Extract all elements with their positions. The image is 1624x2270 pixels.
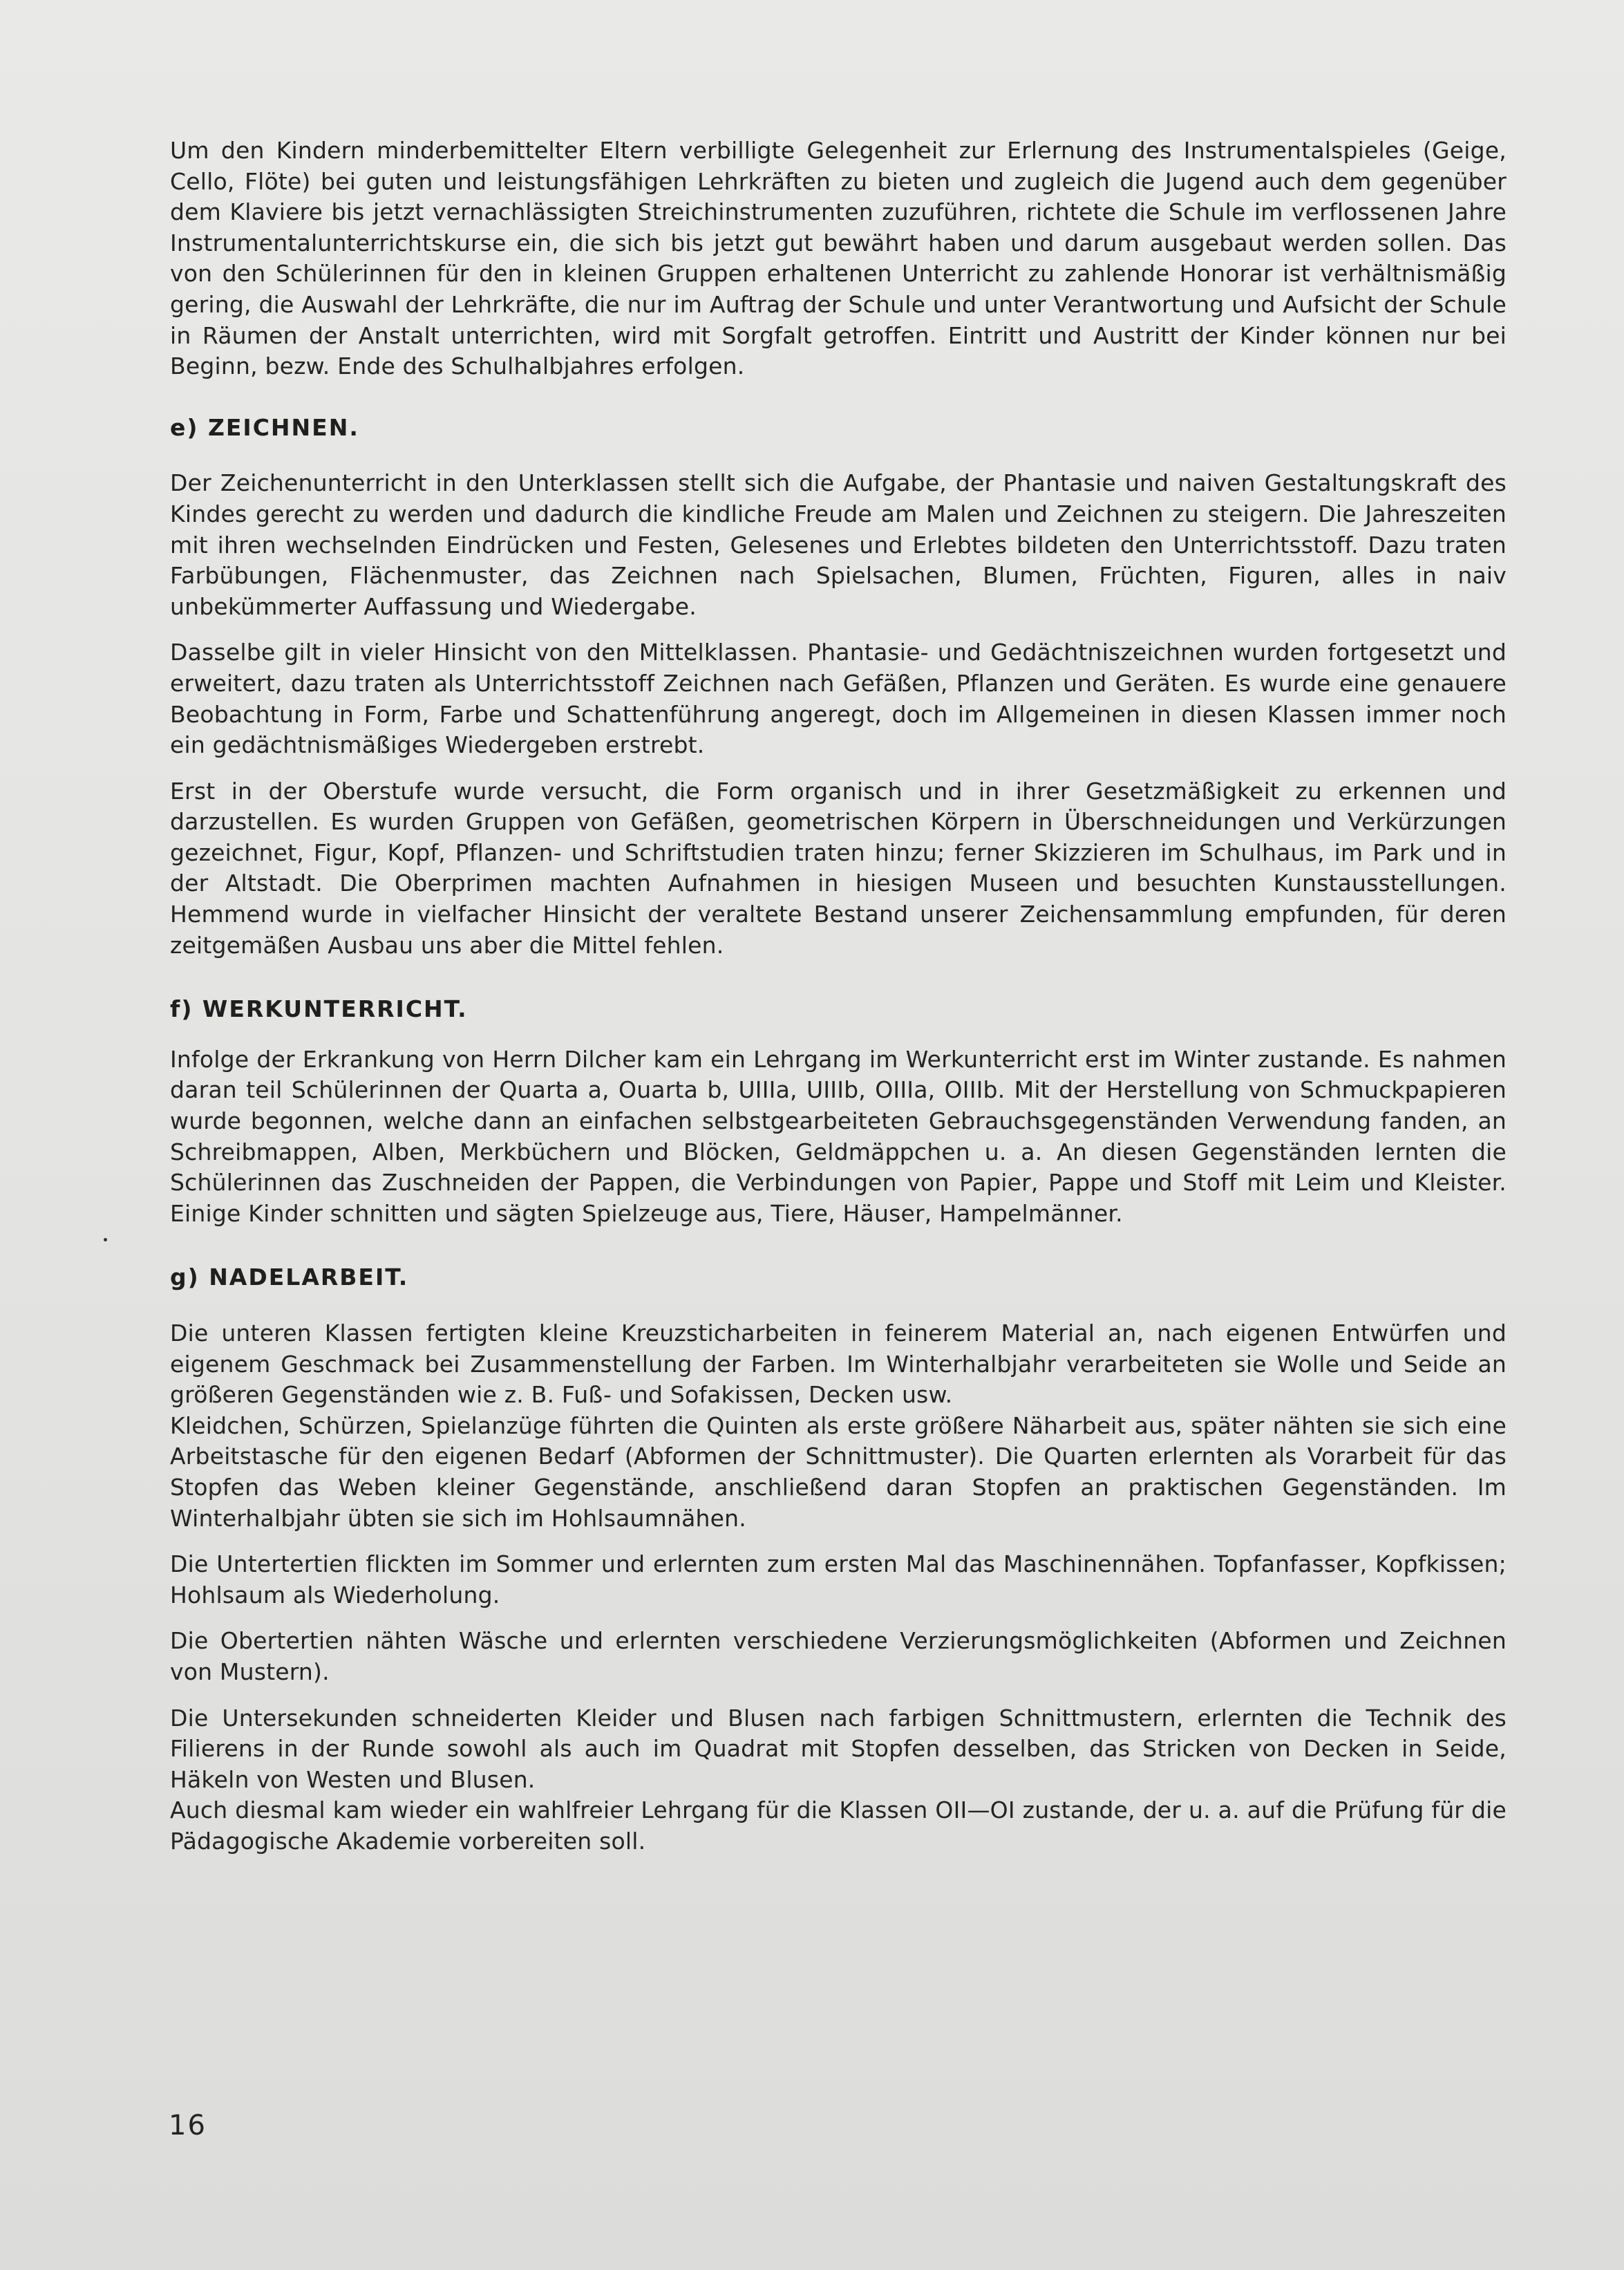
section-e-paragraph-3: Erst in der Oberstufe wurde versucht, die Form organisch und in ihrer Gesetzmäßigkeit zu erkennen und darzustellen. Es wurden Gruppen von Gefäßen, geometrischen Körpern in Überschneidungen und Verkürzungen gezeichnet, Figur, Kopf, Pflanzen- und Schriftstudien traten hinzu; ferner Skizzieren im Schulhaus, im Park und in der Altstadt. Die Oberprimen machten Aufnahmen in hiesigen Museen und besuchten Kunstausstellungen. Hemmend wurde in vielfacher Hinsicht der veraltete Bestand unserer Zeichensammlung empfunden, für deren zeitgemäßen Ausbau uns aber die Mittel fehlen. <box>170 777 1507 959</box>
page-body <box>170 135 1507 1873</box>
section-g-paragraph-2: Kleidchen, Schürzen, Spielanzüge führten die Quinten als erste größere Näharbeit aus, später nähten sie sich eine Arbeitstasche für den eigenen Bedarf (Abformen der Schnittmuster). Die Quarten erlernten als Vorarbeit für das Stopfen das Weben kleiner Gegenstände, anschließend daran Stopfen an praktischen Gegenständen. Im Winterhalbjahr übten sie sich im Hohlsaumnähen. <box>170 1411 1507 1532</box>
page-number: 16 <box>169 2110 207 2141</box>
section-g-heading: g) NADELARBEIT. <box>170 1264 409 1291</box>
section-g-paragraph-6: Auch diesmal kam wieder ein wahlfreier Lehrgang für die Klassen OII—OI zustande, der u. a. auf die Prüfung für die Pädagogische Akademie vorbereiten soll. <box>170 1797 1507 1855</box>
section-e-paragraph-2: Dasselbe gilt in vieler Hinsicht von den Mittelklassen. Phantasie- und Gedächtniszeichnen wurden fortgesetzt und erweitert, dazu traten als Unterrichtsstoff Zeichnen nach Gefäßen, Pflanzen und Geräten. Es wurde eine genauere Beobachtung in Form, Farbe und Schattenführung angeregt, doch im Allgemeinen in diesen Klassen immer noch ein gedächtnismäßiges Wiedergeben erstrebt. <box>170 639 1507 759</box>
intro-paragraph: Um den Kindern minderbemittelter Eltern verbilligte Gelegenheit zur Erlernung des Instrumentalspieles (Geige, Cello, Flöte) bei guten und leistungsfähigen Lehrkräften zu bieten und zugleich die Jugend auch dem gegenüber dem Klaviere bis jetzt vernachlässigten Streichinstrumenten zuzuführen, richtete die Schule im verflossenen Jahre Instrumentalunterrichtskurse ein, die sich bis jetzt gut bewährt haben und darum ausgebaut werden sollen. Das von den Schülerinnen für den in kleinen Gruppen erhaltenen Unterricht zu zahlende Honorar ist verhältnismäßig gering, die Auswahl der Lehrkräfte, die nur im Auftrag der Schule und unter Verantwortung und Aufsicht der Schule in Räumen der Anstalt unterrichten, wird mit Sorgfalt getroffen. Eintritt und Austritt der Kinder können nur bei Beginn, bezw. Ende des Schulhalbjahres erfolgen. <box>170 137 1507 380</box>
section-e-paragraph-1: Der Zeichenunterricht in den Unterklassen stellt sich die Aufgabe, der Phantasie und naiven Gestaltungskraft des Kindes gerecht zu werden und dadurch die kindliche Freude am Malen und Zeichnen zu steigern. Die Jahreszeiten mit ihren wechselnden Eindrücken und Festen, Gelesenes und Erlebtes bildeten den Unterrichtsstoff. Dazu traten Farbübungen, Flächenmuster, das Zeichnen nach Spielsachen, Blumen, Früchten, Figuren, alles in naiv unbekümmerter Auffassung und Wiedergabe. <box>170 469 1507 620</box>
section-g-paragraph-5: Die Untersekunden schneiderten Kleider und Blusen nach farbigen Schnittmustern, erlernten die Technik des Filierens in der Runde sowohl als auch im Quadrat mit Stopfen desselben, das Stricken von Decken in Seide, Häkeln von Westen und Blusen. <box>170 1704 1507 1793</box>
section-f-paragraph-1: Infolge der Erkrankung von Herrn Dilcher kam ein Lehrgang im Werkunterricht erst im Winter zustande. Es nahmen daran teil Schülerinnen der Quarta a, Ouarta b, UIIIa, UIIIb, OIIIa, OIIIb. Mit der Herstellung von Schmuckpapieren wurde begonnen, welche dann an einfachen selbstgearbeiteten Gebrauchsgegenständen Verwendung fanden, an Schreibmappen, Alben, Merkbüchern und Blöcken, Geldmäppchen u. a. An diesen Gegenständen lernten die Schülerinnen das Zuschneiden der Pappen, die Verbindungen von Papier, Pappe und Stoff mit Leim und Kleister. Einige Kinder schnitten und sägten Spielzeuge aus, Tiere, Häuser, Hampelmänner. <box>170 1045 1507 1227</box>
section-e-heading: e) ZEICHNEN. <box>170 413 359 441</box>
section-f-heading: f) WERKUNTERRICHT. <box>170 995 468 1023</box>
section-g-paragraph-1: Die unteren Klassen fertigten kleine Kreuzsticharbeiten in feinerem Material an, nach eigenen Entwürfen und eigenem Geschmack bei Zusammenstellung der Farben. Im Winterhalbjahr verarbeiteten sie Wolle und Seide an größeren Gegenständen wie z. B. Fuß- und Sofakissen, Decken usw. <box>170 1320 1507 1409</box>
section-g-paragraph-4: Die Obertertien nähten Wäsche und erlernten verschiedene Verzierungsmöglichkeiten (Abformen und Zeichnen von Mustern). <box>170 1627 1507 1685</box>
print-speck <box>104 1238 107 1241</box>
section-g-paragraph-3: Die Untertertien flickten im Sommer und erlernten zum ersten Mal das Maschinennähen. Topfanfasser, Kopfkissen; Hohlsaum als Wiederholung. <box>170 1550 1507 1608</box>
